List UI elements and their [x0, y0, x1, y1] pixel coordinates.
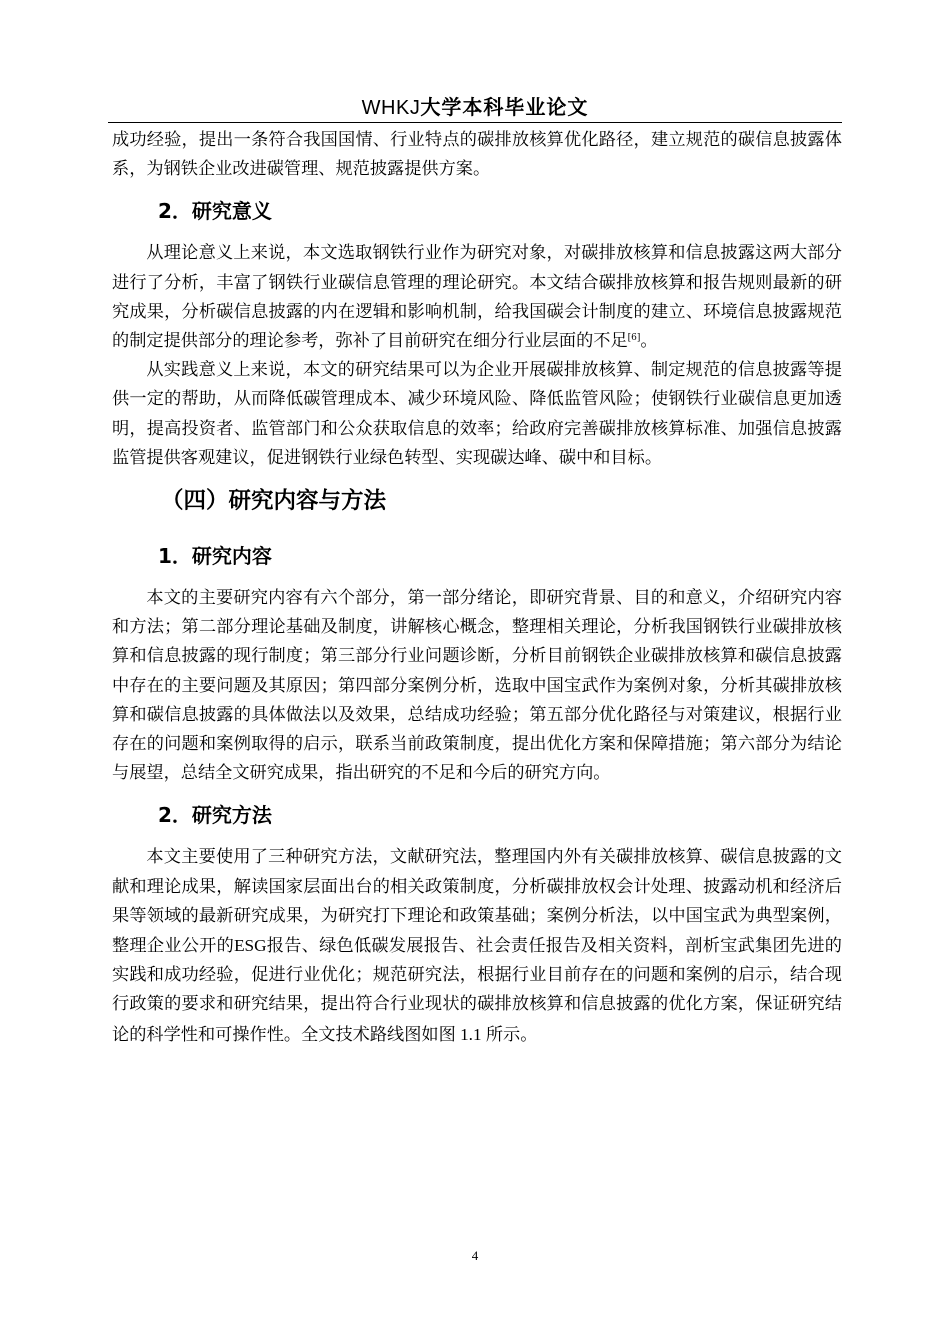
- header-title: 大学本科毕业论文: [420, 95, 589, 119]
- paragraph-practical-significance: 从实践意义上来说，本文的研究结果可以为企业开展碳排放核算、制定规范的信息披露等提供一定的帮助，从而降低碳管理成本、减少环境风险、降低监管风险；使钢铁行业碳信息更加透明，提高投资者、监管部门和公众获取信息的效率；给政府完善碳排放核算标准、加强信息披露监管提供客观建议，促进钢铁行业绿色转型、实现碳达峰、碳中和目标。: [112, 360, 842, 468]
- methods-text-a: 本文主要使用了三种研究方法，文献研究法，整理国内外有关碳排放核算、碳信息披露的文献和理论成果，解读国家层面出台的相关政策制度，分析碳排放权会计处理、披露动机和经济后果等领域的最新研究成果，为研究打下理论和政策基础；案例分析法，以中国宝武为典型案例，整理企业公开的: [112, 847, 842, 957]
- page-number: 4: [471, 1248, 479, 1263]
- heading-research-significance: 2．研究意义: [158, 199, 272, 224]
- theory-end: 。: [640, 331, 658, 352]
- theory-text: 从理论意义上来说，本文选取钢铁行业作为研究对象，对碳排放核算和信息披露这两大部分进行了分析，丰富了钢铁行业碳信息管理的理论研究。本文结合碳排放核算和报告规则最新的研究成果，分析碳信息披露的内在逻辑和影响机制，给我国碳会计制度的建立、环境信息披露规范的制定提供部分的理论参考，弥补了目前研究在细分行业层面的不足: [112, 243, 842, 352]
- heading-research-methods: 2．研究方法: [158, 803, 272, 828]
- heading-section-4: （四）研究内容与方法: [161, 488, 387, 515]
- paragraph-research-methods: [112, 843, 842, 1049]
- methods-text-b: 报告、绿色低碳发展报告、社会责任报告及相关资料，剖析宝武集团先进的实践和成功经验，促进行业优化；规范研究法，根据行业目前存在的问题和案例的启示，结合现行政策的要求和研究结果，提出符合行业现状的碳排放核算和信息披露的优化方案，保证研究结论的科学性和可操作性。全文技术路线图如图: [112, 936, 842, 1045]
- paragraph-research-content: 本文的主要研究内容有六个部分，第一部分绪论，即研究背景、目的和意义，介绍研究内容和方法；第二部分理论基础及制度，讲解核心概念，整理相关理论，分析我国钢铁行业碳排放核算和信息披露的现行制度；第三部分行业问题诊断，分析目前钢铁企业碳排放核算和碳信息披露中存在的主要问题及其原因；第四部分案例分析，选取中国宝武作为案例对象，分析其碳排放核算和碳信息披露的具体做法以及效果，总结成功经验；第五部分优化路径与对策建议，根据行业存在的问题和案例取得的启示，联系当前政策制度，提出优化方案和保障措施；第六部分为结论与展望，总结全文研究成果，指出研究的不足和今后的研究方向。: [112, 588, 842, 784]
- page-body: [112, 120, 842, 1050]
- page-header: [108, 92, 842, 123]
- methods-text-c: 所示。: [485, 1024, 538, 1045]
- paragraph-continued: 成功经验，提出一条符合我国国情、行业特点的碳排放核算优化路径，建立规范的碳信息披露体系，为钢铁企业改进碳管理、规范披露提供方案。: [112, 130, 842, 180]
- methods-esg: ESG: [234, 936, 267, 956]
- paragraph-theoretical-significance: [112, 239, 842, 356]
- citation-6: [6]: [627, 333, 641, 344]
- header-school-code: WHKJ: [361, 97, 421, 119]
- heading-research-content: 1．研究内容: [158, 544, 272, 569]
- methods-figure-ref: 1.1: [455, 1024, 486, 1044]
